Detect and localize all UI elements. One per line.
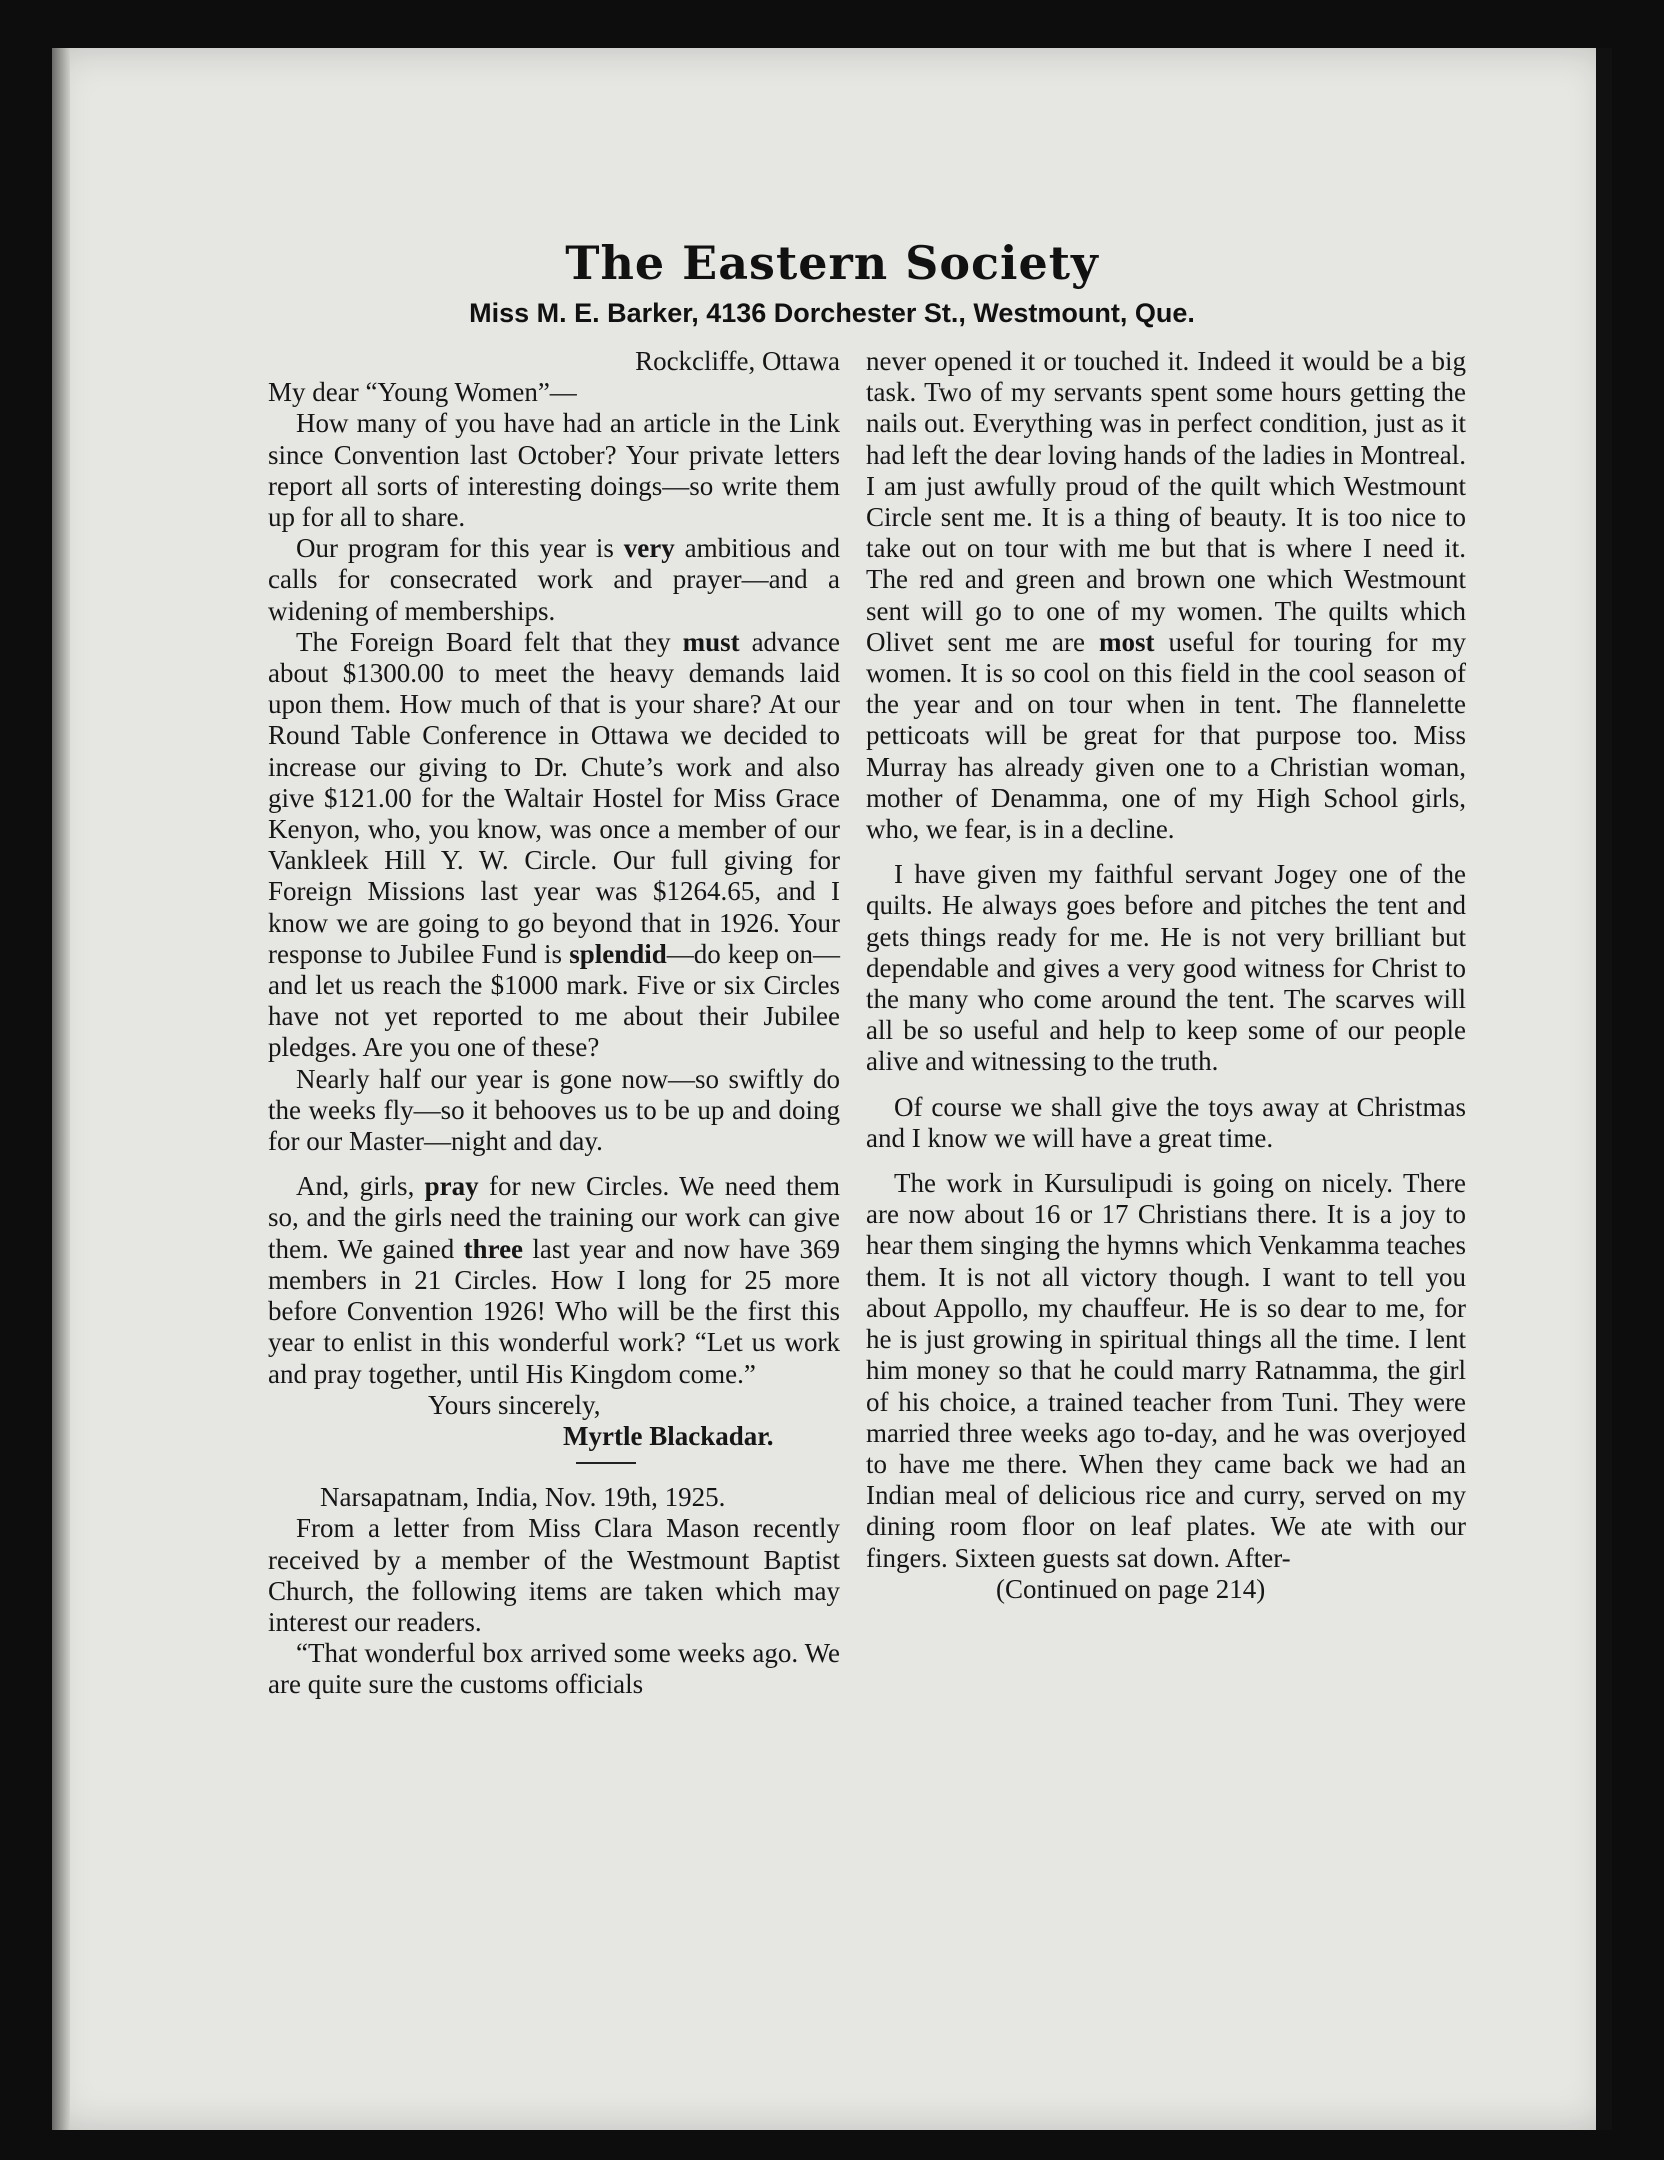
paragraph: I have given my faithful servant Jogey one of the quilts. He always goes before and pitches the tent and gets things ready for me. He is not very brilliant but dependable and gives a very good witness for Christ to the many who come around the tent. The scarves will all be so useful and help to keep some of our people alive and witnessing to the truth. (866, 859, 1466, 1077)
section-divider (576, 1462, 636, 1464)
page-edge-right (1596, 48, 1612, 2130)
page-edge-left (52, 48, 70, 2130)
letter-place: Rockcliffe, Ottawa (635, 346, 840, 376)
paragraph: Our program for this year is very ambitious and calls for consecrated work and prayer—and a widening of memberships. (268, 533, 840, 626)
page-title: The Eastern Society (565, 236, 1099, 290)
letter-closing: Yours sincerely, (428, 1389, 601, 1420)
letter-place-2: Narsapatnam, India, Nov. 19th, 1925. (320, 1482, 726, 1513)
continued-note: (Continued on page 214) (996, 1573, 1266, 1604)
left-column (268, 346, 840, 1701)
paragraph: Nearly half our year is gone now—so swiftly do the weeks fly—so it behooves us to be up and doing for our Master—night and day. (268, 1063, 840, 1157)
paragraph: From a letter from Miss Clara Mason recently received by a member of the Westmount Baptist Church, the following items are taken which may interest our readers. (268, 1513, 840, 1637)
paragraph: And, girls, pray for new Circles. We need them so, and the girls need the training our work can give them. We gained three last year and now have 369 members in 21 Circles. How I long for 25 more before Convention 1926! Who will be the first this year to enlist in this wonderful work? “Let us work and pray together, until His Kingdom come.” (268, 1171, 841, 1389)
right-column (866, 346, 1466, 1605)
letter-signature: Myrtle Blackadar. (563, 1420, 774, 1451)
paragraph: never opened it or touched it. Indeed it would be a big task. Two of my servants spent some hours getting the nails out. Everything was in perfect condition, just as it had left the dear loving hands of the ladies in Montreal. I am just awfully proud of the quilt which Westmount Circle sent me. It is a thing of beauty. It is too nice to take out on tour with me but that is where I need it. The red and green and brown one which Westmount sent will go to one of my women. The quilts which Olivet sent me are most useful for touring for my women. It is so cool on this field in the cool season of the year and on tour when in tent. The flannelette petticoats will be great for that purpose too. Miss Murray has already given one to a Christian woman, mother of Denamma, one of my High School girls, who, we fear, is in a decline. (866, 346, 1466, 845)
paragraph: “That wonderful box arrived some weeks ago. We are quite sure the customs officials (268, 1638, 840, 1700)
page-address: Miss M. E. Barker, 4136 Dorchester St., Westmount, Que. (469, 298, 1195, 328)
paragraph: Of course we shall give the toys away at Christmas and I know we will have a great time. (866, 1091, 1466, 1153)
paragraph: The work in Kursulipudi is going on nicely. There are now about 16 or 17 Christians there. It is a joy to hear them singing the hymns which Venkamma teaches them. It is not all victory though. I want to tell you about Appollo, my chauffeur. He is so dear to me, for he is just growing in spiritual things all the time. I lent him money so that he could marry Ratnamma, the girl of his choice, a trained teacher from Tuni. They were married three weeks ago to-day, and he was overjoyed to have me there. When they came back we had an Indian meal of delicious rice and curry, served on my dining room floor on leaf plates. We ate with our fingers. Sixteen guests sat down. After- (866, 1168, 1466, 1573)
paragraph: The Foreign Board felt that they must advance about $1300.00 to meet the heavy demands laid upon them. How much of that is your share? At our Round Table Conference in Ottawa we decided to increase our giving to Dr. Chute’s work and also give $121.00 for the Waltair Hostel for Miss Grace Kenyon, who, you know, was once a member of our Vankleek Hill Y. W. Circle. Our full giving for Foreign Missions last year was $1264.65, and I know we are going to go beyond that in 1926. Your response to Jubilee Fund is splendid—do keep on—and let us reach the $1000 mark. Five or six Circles have not yet reported to me about their Jubilee pledges. Are you one of these? (268, 626, 841, 1063)
paragraph: How many of you have had an article in the Link since Convention last October? Your private letters report all sorts of interesting doings—so write them up for all to share. (268, 408, 840, 533)
letter-salutation: My dear “Young Women”— (268, 377, 577, 408)
